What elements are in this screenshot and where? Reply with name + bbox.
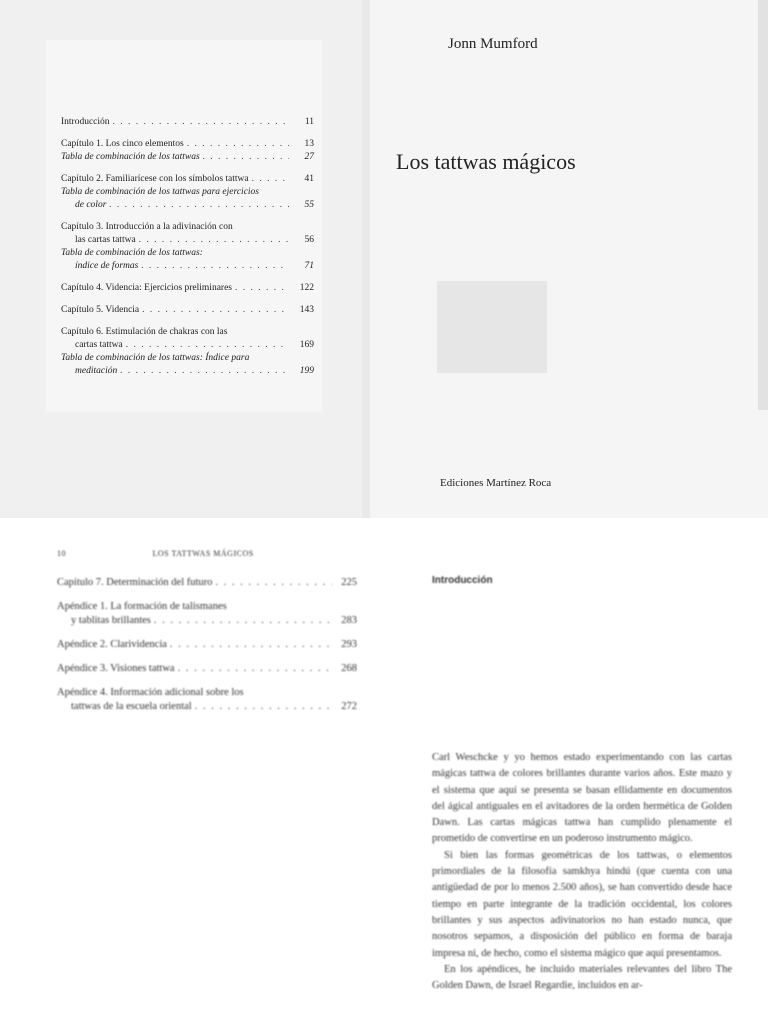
toc-line [61,352,314,365]
book-author: Jonn Mumford [448,36,538,52]
table-of-contents-continued [57,576,357,724]
toc-line [61,282,314,295]
toc-page-number: 225 [341,577,357,588]
toc-line-text: Capítulo 5. Videncia [61,305,140,315]
toc-line-text: tattwas de la escuela oriental [71,701,192,712]
toc-line-text: Introducción [61,117,110,127]
toc-line [57,576,357,590]
toc-line-text: Capítulo 4. Videncia: Ejercicios preliminares [61,283,232,293]
publisher: Ediciones Martínez Roca [440,477,552,489]
toc-line-text: cartas tattwa [75,340,123,350]
dot-leader [141,260,289,273]
toc-line [61,151,314,164]
introduction-heading: Introducción [432,575,493,586]
toc-page-number: 13 [304,139,314,149]
dot-leader [195,700,332,714]
toc-line-text: Capítulo 2. Familiarícese con los símbolos tattwa [61,174,249,184]
toc-line-text: las cartas tattwa [75,235,136,245]
toc-page-number: 169 [299,340,314,350]
toc-line-text: Tabla de combinación de los tattwas para ejercicios [61,187,259,197]
toc-line [57,662,357,676]
dot-leader [187,138,289,151]
toc-line [61,221,314,234]
toc-page-number: 55 [304,200,314,210]
toc-line [61,304,314,317]
toc-line [57,614,357,628]
toc-line [61,234,314,247]
toc-line [61,326,314,339]
toc-line-text: Tabla de combinación de los tattwas: [61,248,203,258]
dot-leader [109,199,289,212]
toc-line-text: de color [75,200,107,210]
toc-line-text: Apéndice 2. Clarividencia [57,639,167,650]
dot-leader [113,116,289,129]
toc-line-text: meditación [75,366,118,376]
body-paragraph: Carl Weschcke y yo hemos estado experimentando con las cartas mágicas tattwa de colores brillantes durante varios años. Este mazo y el sistema que aquí se presenta se basan ellidamente en documentos del ágical antiguales en el avitadores de la orden hermética de Golden Dawn. Las cartas mágicas tattwa han cumplido plenamente el prometido de convertirse en un poderoso instrumento mágico. [432,752,732,845]
toc-line-text: Tabla de combinación de los tattwas: Índice para [61,353,250,363]
body-paragraph: Si bien las formas geométricas de los tattwas, o elementos primordiales de la filosofía samkhya hindú (que cuenta con una antigüedad de por lo menos 2.500 años), se han convertido desde hace tiempo en parte integrante de la tradición occidental, los colores brillantes y sus aspectos adivinatorios no han estado nunca, que nosotros sepamos, a disposición del público en forma de baraja impresa ni, de hecho, como el sistema mágico que aquí presentamos. [432,849,732,959]
toc-page-number: 143 [299,305,314,315]
toc-page-number: 41 [304,174,314,184]
toc-line-text: Capítulo 6. Estimulación de chakras con las [61,327,228,337]
toc-entry [57,638,357,652]
running-header-title: LOS TATTWAS MÁGICOS [152,549,254,558]
table-of-contents [61,116,314,387]
toc-line [61,365,314,378]
toc-page-number: 27 [304,152,314,162]
toc-page-number: 293 [341,639,357,650]
toc-line-text: y tablitas brillantes [71,615,151,626]
dot-leader [203,151,289,164]
cover-plate [437,281,547,373]
toc-line [57,600,357,614]
toc-line [61,173,314,186]
dot-leader [126,339,289,352]
toc-line [61,260,314,273]
dot-leader [178,662,332,676]
toc-line [57,638,357,652]
book-title: Los tattwas mágicos [396,149,576,174]
toc-entry [61,282,314,295]
toc-page-number: 283 [341,615,357,626]
dot-leader [142,304,289,317]
dot-leader [252,173,289,186]
toc-page-number: 199 [299,366,314,376]
dot-leader [170,638,332,652]
toc-entry [61,326,314,378]
dot-leader [120,365,289,378]
toc-entry [61,138,314,164]
page-edge [758,0,768,410]
title-page [362,0,768,518]
toc-entry [61,304,314,317]
toc-line-text: Capítulo 1. Los cinco elementos [61,139,184,149]
toc-page-number: 268 [341,663,357,674]
toc-entry [61,221,314,273]
toc-entry [61,116,314,129]
toc-line [61,247,314,260]
introduction-body [432,750,732,994]
toc-line-text: Tabla de combinación de los tattwas [61,152,200,162]
toc-line-text: Capítulo 7. Determinación del futuro [57,577,213,588]
toc-entry [61,173,314,212]
toc-line-text: Apéndice 4. Información adicional sobre los [57,687,244,698]
toc-page-number: 56 [304,235,314,245]
toc-line [61,138,314,151]
toc-page-number: 71 [304,261,314,271]
toc-line [61,116,314,129]
dot-leader [154,614,332,628]
dot-leader [139,234,289,247]
toc-line-text: índice de formas [75,261,139,271]
running-header [57,549,254,558]
toc-entry [57,600,357,628]
body-paragraph: En los apéndices, he incluido materiales relevantes del libro The Golden Dawn, de Israel Regardie, incluidos en ar- [432,963,732,992]
toc-page-number: 11 [304,117,314,127]
toc-line-text: Capítulo 3. Introducción a la adivinación con [61,222,233,232]
page-gutter [362,0,370,518]
page-number: 10 [57,549,66,558]
toc-entry [57,576,357,590]
toc-page-number: 272 [341,701,357,712]
toc-entry [57,662,357,676]
toc-line [57,700,357,714]
dot-leader [235,282,289,295]
dot-leader [215,576,332,590]
toc-line [61,199,314,212]
toc-line [61,186,314,199]
toc-line-text: Apéndice 3. Visiones tattwa [57,663,175,674]
toc-page-number: 122 [299,283,314,293]
toc-line [61,339,314,352]
toc-line-text: Apéndice 1. La formación de talismanes [57,601,227,612]
toc-line [57,686,357,700]
toc-entry [57,686,357,714]
